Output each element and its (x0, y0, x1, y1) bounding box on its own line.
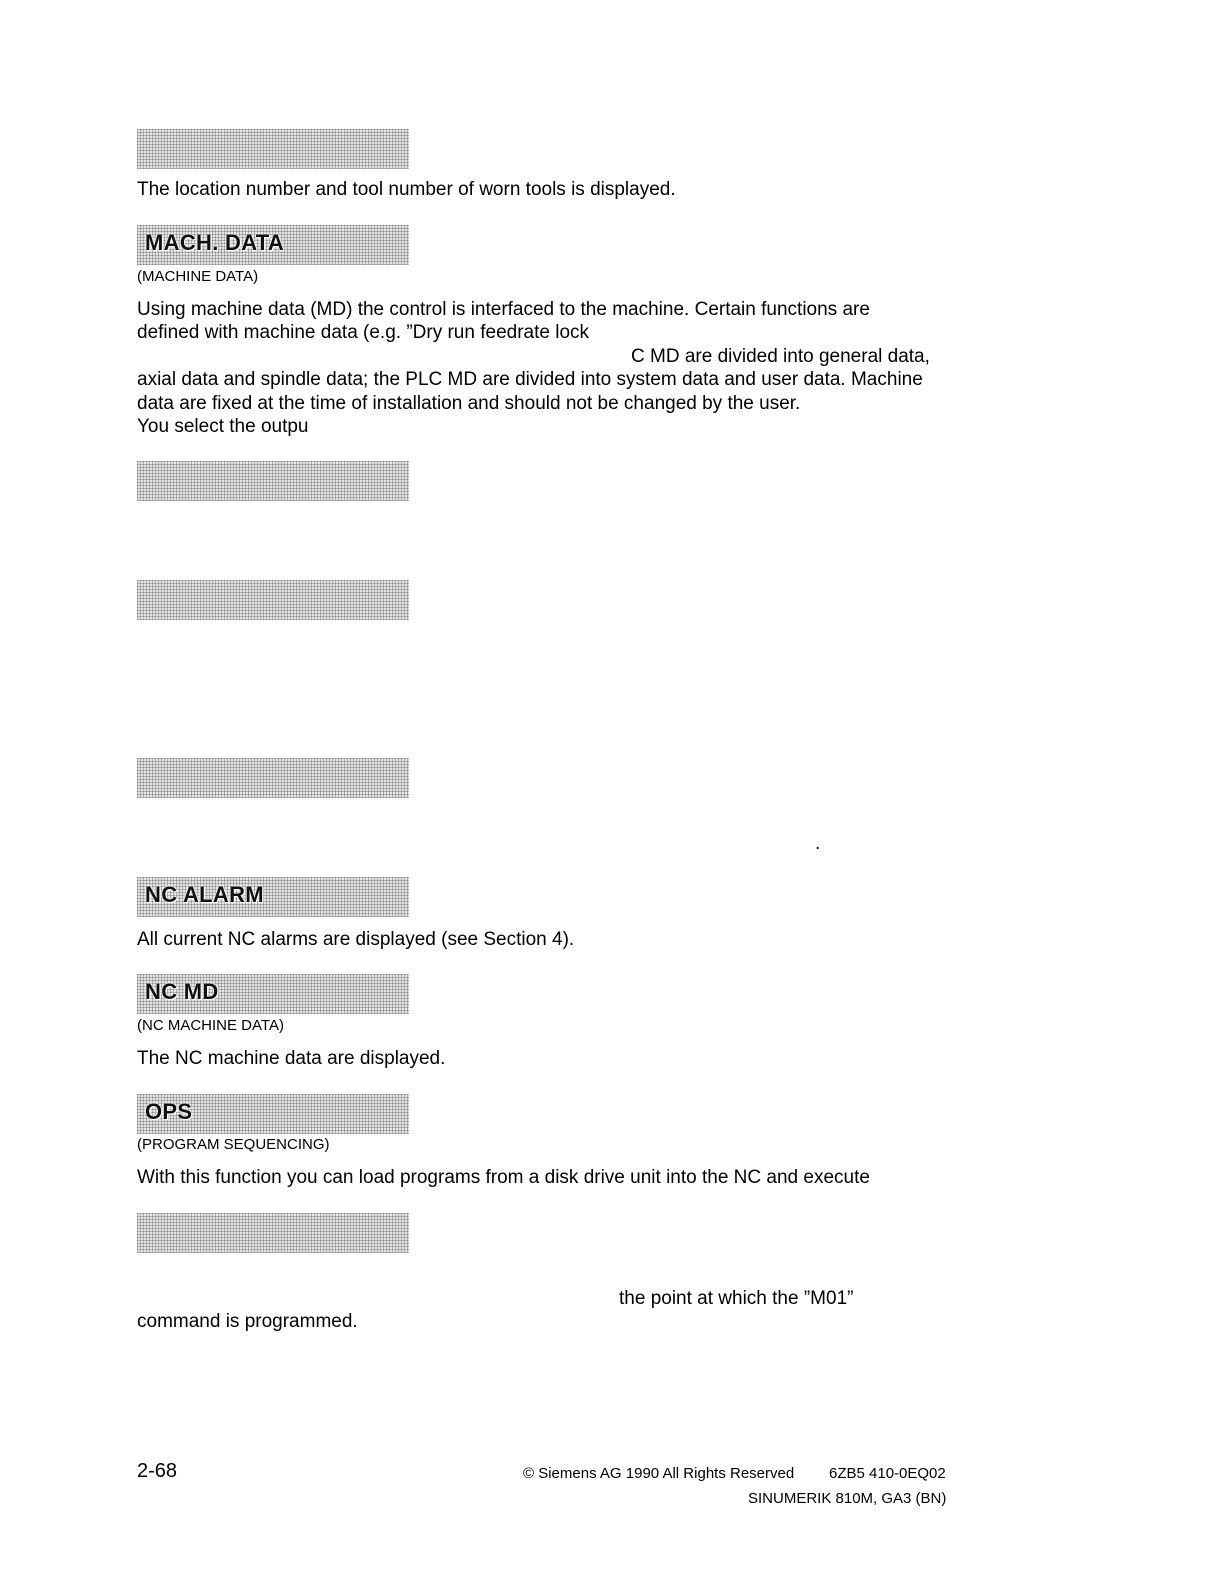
softkey-blank-3 (137, 758, 409, 798)
product-name: SINUMERIK 810M, GA3 (BN) (748, 1490, 947, 1507)
mach-data-line-2: defined with machine data (e.g. ”Dry run feedrate lock (137, 322, 590, 343)
softkey-label: NC MD (145, 979, 219, 1004)
softkey-blank-2 (137, 580, 409, 620)
nc-md-description: The NC machine data are displayed. (137, 1048, 446, 1069)
softkey-blank-worn-tools (137, 129, 409, 169)
worn-tools-description: The location number and tool number of worn tools is displayed. (137, 179, 676, 200)
order-number: 6ZB5 410-0EQ02 (829, 1465, 946, 1482)
m01-line-1: the point at which the ”M01” (619, 1288, 854, 1309)
mach-data-sublabel: (MACHINE DATA) (137, 268, 259, 285)
softkey-label: OPS (145, 1099, 193, 1124)
nc-alarm-description: All current NC alarms are displayed (see Section 4). (137, 929, 575, 950)
mach-data-line-3: C MD are divided into general data, (631, 346, 930, 367)
softkey-nc-alarm (137, 877, 409, 917)
softkey-mach-data (137, 225, 409, 265)
mach-data-line-1: Using machine data (MD) the control is interfaced to the machine. Certain functions are (137, 299, 870, 320)
ops-sublabel: (PROGRAM SEQUENCING) (137, 1136, 330, 1153)
softkey-ops (137, 1094, 409, 1134)
softkey-label: MACH. DATA (145, 230, 285, 255)
nc-md-sublabel: (NC MACHINE DATA) (137, 1017, 284, 1034)
mach-data-line-4: axial data and spindle data; the PLC MD are divided into system data and user data. Machine (137, 369, 923, 390)
page-number: 2-68 (137, 1460, 178, 1482)
mach-data-line-5: data are fixed at the time of installation and should not be changed by the user. (137, 393, 801, 414)
ops-description: With this function you can load programs from a disk drive unit into the NC and execute (137, 1167, 870, 1188)
softkey-nc-md (137, 974, 409, 1014)
softkey-blank-m01 (137, 1213, 409, 1253)
softkey-label: NC ALARM (145, 882, 264, 907)
m01-line-2: command is programmed. (137, 1311, 358, 1332)
softkey-blank-1 (137, 461, 409, 501)
copyright-notice: © Siemens AG 1990 All Rights Reserved (523, 1465, 795, 1482)
mach-data-line-6: You select the outpu (137, 416, 309, 437)
stray-period: . (815, 833, 821, 854)
